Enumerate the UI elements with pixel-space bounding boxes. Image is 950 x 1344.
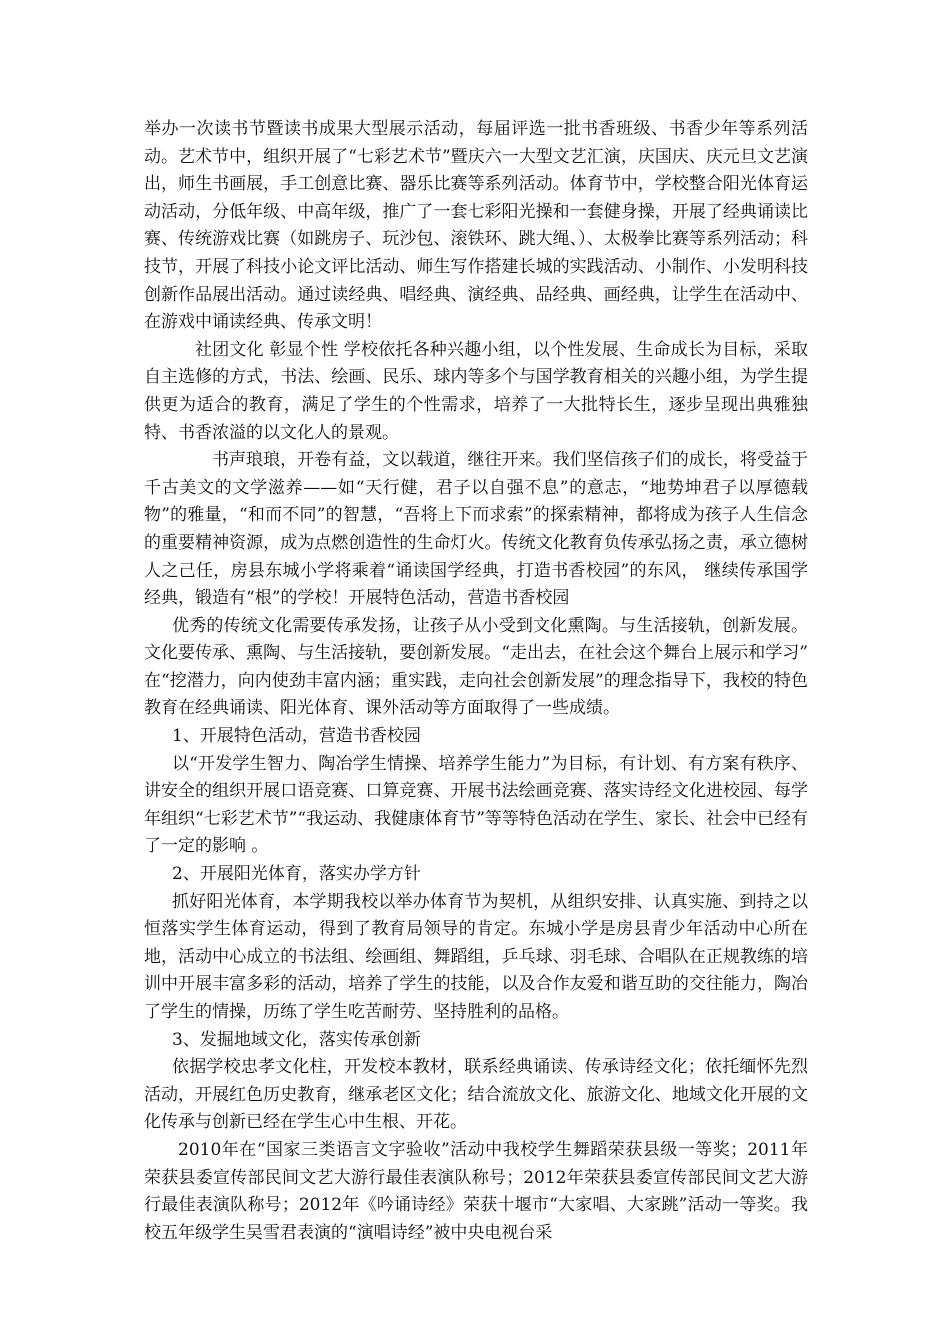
heading-section-2: 2、开展阳光体育，落实办学方针 [172,864,421,885]
paragraph-section-2: 抓好阳光体育，本学期我校以举办体育节为契机，从组织安排、认真实施、到持之以恒落实学生体育运动，得到了教育局领导的肯定。东城小学是房县青少年活动中心所在地，活动中心成立的书法组、绘画组、舞蹈组，乒乓球、羽毛球、合唱队在正规教练的培训中开展丰富多彩的活动，培养了学生的技能，以及合作友爱和谐互助的交往能力，陶冶了学生的情操，历练了学生吃苦耐劳、坚持胜利的品格。 [144,891,808,1022]
paragraph-awards: 2010年在“国家三类语言文字验收”活动中我校学生舞蹈荣获县级一等奖；2011年荣获县委宣传部民间文艺大游行最佳表演队称号；2012年荣获县委宣传部民间文艺大游行最佳表演队称号；2012年《吟诵诗经》荣获十堰市“大家唱、大家跳”活动一等奖。我校五年级学生吴雪君表演的“演唱诗经”被中央电视台采 [144,1139,808,1243]
document-page [144,116,808,1247]
paragraph-classics-reading: 书声琅琅，开卷有益，文以载道，继往开来。我们坚信孩子们的成长，将受益于千古美文的文学滋养——如“天行健，君子以自强不息”的意志，“地势坤君子以厚德载物”的雅量，“和而不同”的智慧，“吾将上下而求索”的探索精神，都将成为孩子人生信念的重要精神资源，成为点燃创造性的生命灯火。传统文化教育负传承弘扬之责，承立德树人之己任，房县东城小学将乘着“诵读国学经典，打造书香校园”的东风， 继续传承国学经典，锻造有“根”的学校！开展特色活动，营造书香校园 [144,450,808,609]
paragraph-tradition-inheritance: 优秀的传统文化需要传承发扬，让孩子从小受到文化熏陶。与生活接轨，创新发展。文化要传承、熏陶、与生活接轨，要创新发展。“走出去，在社会这个舞台上展示和学习” 在“挖潜力，向内使劲丰富内涵；重实践，走向社会创新发展”的理念指导下，我校的特色教育在经典诵读、阳光体育、课外活动等方面取得了一些成绩。 [144,615,808,719]
paragraph-section-1: 以“开发学生智力、陶冶学生情操、培养学生能力”为目标，有计划、有方案有秩序、讲安全的组织开展口语竞赛、口算竞赛、开展书法绘画竞赛、落实诗经文化进校园、每学年组织“七彩艺术节”“我运动、我健康体育节”等等特色活动在学生、家长、社会中已经有了一定的影响 。 [144,753,808,857]
heading-section-3: 3、发掘地域文化，落实传承创新 [172,1029,421,1050]
paragraph-club-culture: 社团文化 彰显个性 学校依托各种兴趣小组，以个性发展、生命成长为目标，采取自主选修的方式，书法、绘画、民乐、球内等多个与国学教育相关的兴趣小组，为学生提供更为适合的教育，满足了学生的个性需求，培养了一大批特长生，逐步呈现出典雅独特、书香浓溢的以文化人的景观。 [144,339,808,443]
paragraph-section-3: 依据学校忠孝文化柱，开发校本教材，联系经典诵读、传承诗经文化；依托缅怀先烈活动，开展红色历史教育，继承老区文化；结合流放文化、旅游文化、地域文化开展的文化传承与创新已经在学生心中生根、开花。 [144,1057,808,1133]
paragraph-festival-activities: 举办一次读书节暨读书成果大型展示活动，每届评选一批书香班级、书香少年等系列活动。艺术节中，组织开展了“七彩艺术节”暨庆六一大型文艺汇演，庆国庆、庆元旦文艺演出，师生书画展，手工创意比赛、器乐比赛等系列活动。体育节中，学校整合阳光体育运动活动，分低年级、中高年级，推广了一套七彩阳光操和一套健身操，开展了经典诵读比赛、传统游戏比赛（如跳房子、玩沙包、滚铁环、跳大绳、）、太极拳比赛等系列活动；科技节，开展了科技小论文评比活动、师生写作搭建长城的实践活动、小制作、小发明科技创新作品展出活动。通过读经典、唱经典、演经典、品经典、画经典，让学生在活动中、在游戏中诵读经典、传承文明！ [144,119,808,333]
heading-section-1: 1、开展特色活动，营造书香校园 [172,726,421,747]
